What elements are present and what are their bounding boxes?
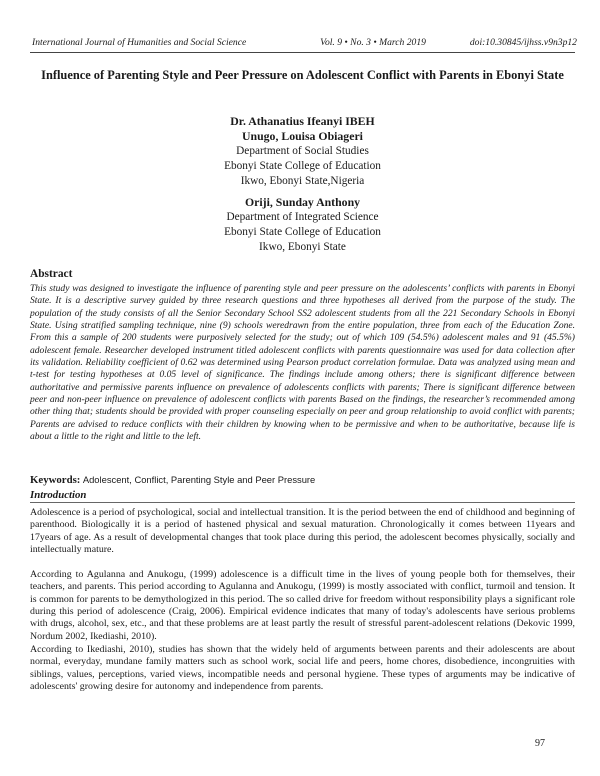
journal-name: International Journal of Humanities and Social Science (32, 37, 247, 48)
affiliation-line: Ikwo, Ebonyi State (259, 241, 346, 253)
author-name: Unugo, Louisa Obiageri (242, 129, 363, 143)
doi: doi:10.30845/ijhss.v9n3p12 (469, 37, 577, 48)
affiliation-line: Ebonyi State College of Education (224, 160, 381, 172)
body-paragraph: According to Agulanna and Anukogu, (1999) adolescence is a difficult time in the lives of young people both for themselves, their teachers, and parents. This period according to Agulanna and Anukogu, (1999) is mostly associated with conflict, turmoil and tension. It is common for parents to be demythologized in this period. The so called drive for freedom without responsibility plays a significant role during this period of adolescence (Craig, 2006). Empirical evidence indicates that many of today's adolescents have serious problems with drugs, alcohol, sex, etc., and that these problems are at least partly the result of stressful parent-adolescent relations (Dekovic 1999, Nordum 2002, Ikediashi, 2010). (30, 569, 575, 642)
author-block-1 (30, 114, 575, 189)
keywords-label: Keywords: (30, 474, 81, 486)
header-rule (30, 52, 575, 53)
volume-info: Vol. 9 • No. 3 • March 2019 (320, 37, 426, 48)
running-header (32, 37, 577, 48)
abstract-heading: Abstract (30, 268, 73, 280)
paper-title: Influence of Parenting Style and Peer Pressure on Adolescent Conflict with Parents in Ebonyi State (41, 68, 564, 82)
author-name: Dr. Athanatius Ifeanyi IBEH (230, 114, 375, 128)
author-name: Oriji, Sunday Anthony (244, 195, 361, 209)
affiliation-line: Department of Social Studies (236, 145, 369, 157)
affiliation-line: Department of Integrated Science (226, 211, 379, 223)
section-rule (30, 502, 575, 503)
page-number: 97 (535, 738, 545, 749)
journal-page (30, 0, 575, 776)
body-paragraph: Adolescence is a period of psychological, social and intellectual transition. It is the period between the end of childhood and beginning of parenthood. Biologically it is a period of hastened physical and sexual maturation. Chronologically it comes between 11years and 17years of age. As a result of developmental changes that took place during this period, the adolescent becomes physically, socially and intellectually mature. (30, 507, 575, 556)
affiliation-line: Ebonyi State College of Education (224, 226, 381, 238)
introduction-heading: Introduction (30, 489, 87, 501)
author-block-2 (30, 195, 575, 255)
abstract-text: This study was designed to investigate the influence of parenting style and peer pressure on the adolescents’ conflicts with parents in Ebonyi State. It is a descriptive survey guided by three research questions and three hypotheses all derived from the purpose of the study. The population of the study consists of all the Senior Secondary School SS2 adolescent students from all the 221 Secondary Schools in Ebonyi State. Using stratified sampling technique, nine (9) schools weredrawn from the entire population, three from each of the Education Zone. From this a sample of 200 students were purposively selected for the study; out of which 109 (54.5%) adolescent males and 91 (45.5%) adolescent female. Researcher developed instrument titled adolescent conflicts with parents questionnaire was used for data collection after its validation. Reliability coefficient of 0.62 was determined using Pearson product correlation formulae. Data was analyzed using mean and t-test for testing hypotheses at 0.05 level of significance. The findings include among others; there is significant difference between authoritative and permissive parents influence on prevalence of adolescents conflicts with parents; There is significant difference between peer and non-peer influence on prevalence of adolescent conflicts with parents Based on the findings, the researcher’s recommended among other thing that; students should be provided with proper counseling especially on peer and group relationship to avoid conflict with parents; Parents are advised to reduce conflicts with their children by knowing when to be permissive and when to be authoritative, because life is about a little to the right and little to the left. (30, 283, 575, 443)
keywords-line (30, 474, 575, 486)
body-paragraph: According to Ikediashi, 2010), studies has shown that the widely held of arguments between parents and their adolescents are about normal, everyday, mundane family matters such as school work, social life and peers, home chores, disobedience, incongruities with siblings, values, perceptions, varied views, incompatible needs and personal hygiene. These types of arguments may be indicative of adolescents' growing desire for autonomy and independence from parents. (30, 644, 575, 693)
keywords-value: Adolescent, Conflict, Parenting Style and Peer Pressure (82, 474, 316, 485)
affiliation-line: Ikwo, Ebonyi State,Nigeria (240, 175, 365, 187)
